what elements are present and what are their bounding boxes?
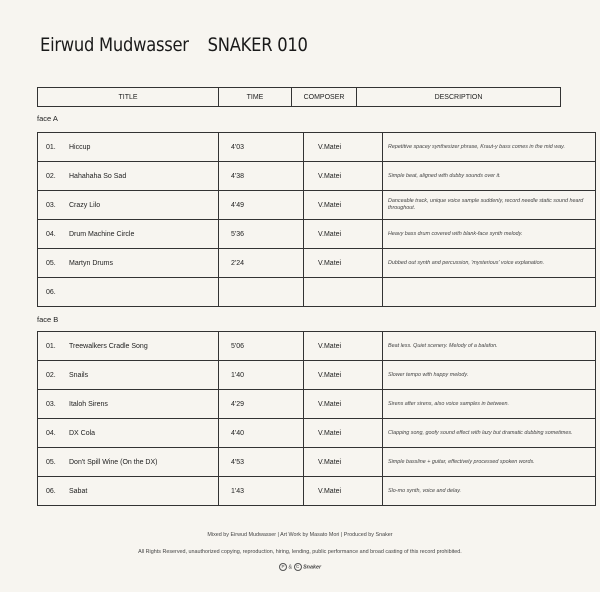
track-time: 2'24 — [219, 249, 304, 278]
track-time: 1'40 — [219, 361, 304, 390]
track-number: 02. — [46, 172, 56, 180]
phonogram-icon: P — [279, 563, 287, 571]
track-composer: V.Matei — [304, 191, 383, 220]
face-b-table — [37, 331, 596, 506]
label-name: Snaker — [303, 564, 322, 571]
track-title-cell — [38, 133, 219, 162]
track-title: Italoh Sirens — [69, 400, 108, 408]
table-row — [38, 220, 596, 249]
table-row — [38, 249, 596, 278]
track-time: 4'29 — [219, 390, 304, 419]
track-composer: V.Matei — [304, 332, 383, 361]
track-title-cell — [38, 448, 219, 477]
track-number: 02. — [46, 371, 56, 379]
track-composer: V.Matei — [304, 477, 383, 506]
track-description — [383, 278, 596, 307]
credits-line: Mixed by Eirwud Mudwasser | Art Work by Masato Mori | Produced by Snaker — [207, 532, 393, 538]
track-number: 01. — [46, 143, 56, 151]
track-title-cell — [38, 332, 219, 361]
copyright-icon: C — [294, 563, 302, 571]
track-title-cell — [38, 278, 219, 307]
track-composer — [304, 278, 383, 307]
track-description: Dubbed out synth and percussion, 'mysterious' voice explanation. — [383, 249, 596, 278]
track-composer: V.Matei — [304, 390, 383, 419]
table-row — [38, 133, 596, 162]
track-title-cell — [38, 390, 219, 419]
track-number: 01. — [46, 342, 56, 350]
table-row — [38, 332, 596, 361]
table-row — [38, 361, 596, 390]
track-number: 04. — [46, 230, 56, 238]
track-description: Clapping song, goofy sound effect with lazy but dramatic dubbing sometimes. — [383, 419, 596, 448]
track-composer: V.Matei — [304, 162, 383, 191]
column-header-table — [37, 87, 561, 107]
track-title-cell — [38, 419, 219, 448]
track-title-cell — [38, 220, 219, 249]
track-number: 03. — [46, 201, 56, 209]
artist-name: Eirwud Mudwasser — [40, 34, 189, 56]
track-title: Crazy Lilo — [69, 201, 101, 209]
track-composer: V.Matei — [304, 419, 383, 448]
copyright-line — [0, 563, 600, 571]
track-title: Don't Spill Wine (On the DX) — [69, 458, 158, 466]
face-a-table — [37, 132, 596, 307]
rights-notice: All Rights Reserved, unauthorized copying, reproduction, hiring, lending, public performance and broad casting of this record prohibited. — [138, 549, 462, 555]
track-composer: V.Matei — [304, 220, 383, 249]
table-row — [38, 448, 596, 477]
track-title: Snails — [69, 371, 89, 379]
track-title: Hahahaha So Sad — [69, 172, 127, 180]
column-time: TIME — [219, 88, 292, 107]
track-title: Sabat — [69, 487, 88, 495]
track-time: 4'53 — [219, 448, 304, 477]
track-composer: V.Matei — [304, 249, 383, 278]
track-description: Simple beat, aligned with dubby sounds over it. — [383, 162, 596, 191]
track-time: 4'38 — [219, 162, 304, 191]
track-number: 04. — [46, 429, 56, 437]
track-time: 5'06 — [219, 332, 304, 361]
track-title: Drum Machine Circle — [69, 230, 135, 238]
track-time: 4'49 — [219, 191, 304, 220]
track-title: DX Cola — [69, 429, 96, 437]
track-number: 05. — [46, 458, 56, 466]
track-composer: V.Matei — [304, 361, 383, 390]
ampersand: & — [288, 564, 293, 571]
column-composer: COMPOSER — [292, 88, 357, 107]
face-b-label: face B — [37, 315, 59, 324]
track-number: 05. — [46, 259, 56, 267]
track-time: 1'43 — [219, 477, 304, 506]
track-composer: V.Matei — [304, 133, 383, 162]
track-time: 4'40 — [219, 419, 304, 448]
table-row — [38, 278, 596, 307]
track-number: 06. — [46, 487, 56, 495]
table-row — [38, 191, 596, 220]
track-number: 03. — [46, 400, 56, 408]
track-title: Hiccup — [69, 143, 91, 151]
track-time: 5'36 — [219, 220, 304, 249]
track-title-cell — [38, 162, 219, 191]
track-time: 4'03 — [219, 133, 304, 162]
table-row — [38, 162, 596, 191]
track-description: Beat less. Quiet scenery. Melody of a balafon. — [383, 332, 596, 361]
column-description: DESCRIPTION — [357, 88, 561, 107]
table-row — [38, 390, 596, 419]
track-title-cell — [38, 477, 219, 506]
column-title: TITLE — [38, 88, 219, 107]
track-description: Sirens after sirens, also voice samples in between. — [383, 390, 596, 419]
track-description: Simple bassline + guitar, effectively processed spoken words. — [383, 448, 596, 477]
track-description: Repetitive spacey synthesizer phrase, Kraut-y bass comes in the mid way. — [383, 133, 596, 162]
track-description: Slower tempo with happy melody. — [383, 361, 596, 390]
face-a-label: face A — [37, 114, 58, 123]
track-description: Heavy bass drum covered with blank-face synth melody. — [383, 220, 596, 249]
track-title-cell — [38, 361, 219, 390]
track-number: 06. — [46, 288, 56, 296]
track-composer: V.Matei — [304, 448, 383, 477]
track-time — [219, 278, 304, 307]
track-title-cell — [38, 191, 219, 220]
track-description: Slo-mo synth, voice and delay. — [383, 477, 596, 506]
track-description: Danceable track, unique voice sample suddenly, record needle static sound heard throughout. — [383, 191, 596, 220]
table-row — [38, 477, 596, 506]
catalog-number: SNAKER 010 — [207, 34, 308, 56]
table-row — [38, 419, 596, 448]
page-title — [40, 34, 308, 56]
track-title-cell — [38, 249, 219, 278]
track-title: Martyn Drums — [69, 259, 113, 267]
track-title: Treewalkers Cradle Song — [69, 342, 148, 350]
